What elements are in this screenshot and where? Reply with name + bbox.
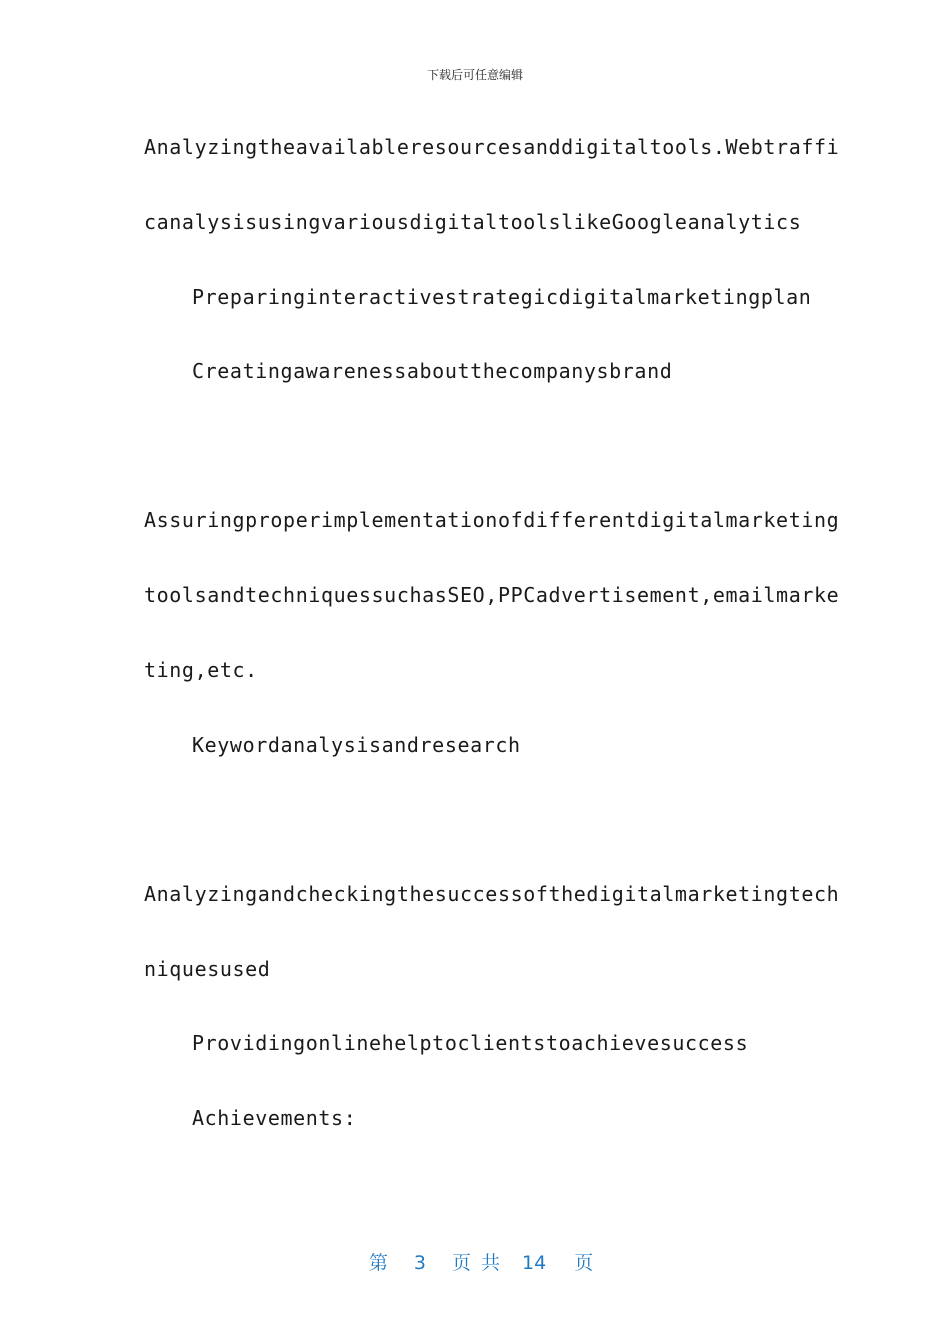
- body-line: Keywordanalysisandresearch: [192, 733, 521, 757]
- body-line: ting,etc.: [144, 658, 258, 682]
- body-line: Analyzingandcheckingthesuccessofthedigitalmarketingtech: [144, 882, 840, 906]
- footer-total-pages: 14: [522, 1252, 547, 1274]
- footer-total-word: 共: [481, 1252, 501, 1274]
- body-line: Creatingawarenessaboutthecompanysbrand: [192, 359, 673, 383]
- page-footer: [0, 1227, 950, 1275]
- body-line: Providingonlinehelptoclientstoachievesuccess: [192, 1031, 749, 1055]
- body-line: canalysisusingvariousdigitaltoolslikeGoogleanalytics: [144, 210, 802, 234]
- footer-page-word: 页: [451, 1252, 471, 1274]
- body-line: Assuringproperimplementationofdifferentdigitalmarketing: [144, 508, 840, 532]
- footer-prefix: 第: [368, 1252, 388, 1274]
- footer-suffix: 页: [574, 1252, 594, 1274]
- header-note: 下载后可任意编辑: [426, 68, 523, 82]
- body-line: Analyzingtheavailableresourcesanddigitaltools.Webtraffi: [144, 135, 840, 159]
- body-line: Achievements:: [192, 1106, 357, 1130]
- body-line: niquesused: [144, 957, 271, 981]
- body-line: Preparinginteractivestrategicdigitalmarketingplan: [192, 285, 812, 309]
- body-line: toolsandtechniquessuchasSEO,PPCadvertisement,emailmarke: [144, 583, 840, 607]
- footer-page-number: 3: [413, 1252, 426, 1274]
